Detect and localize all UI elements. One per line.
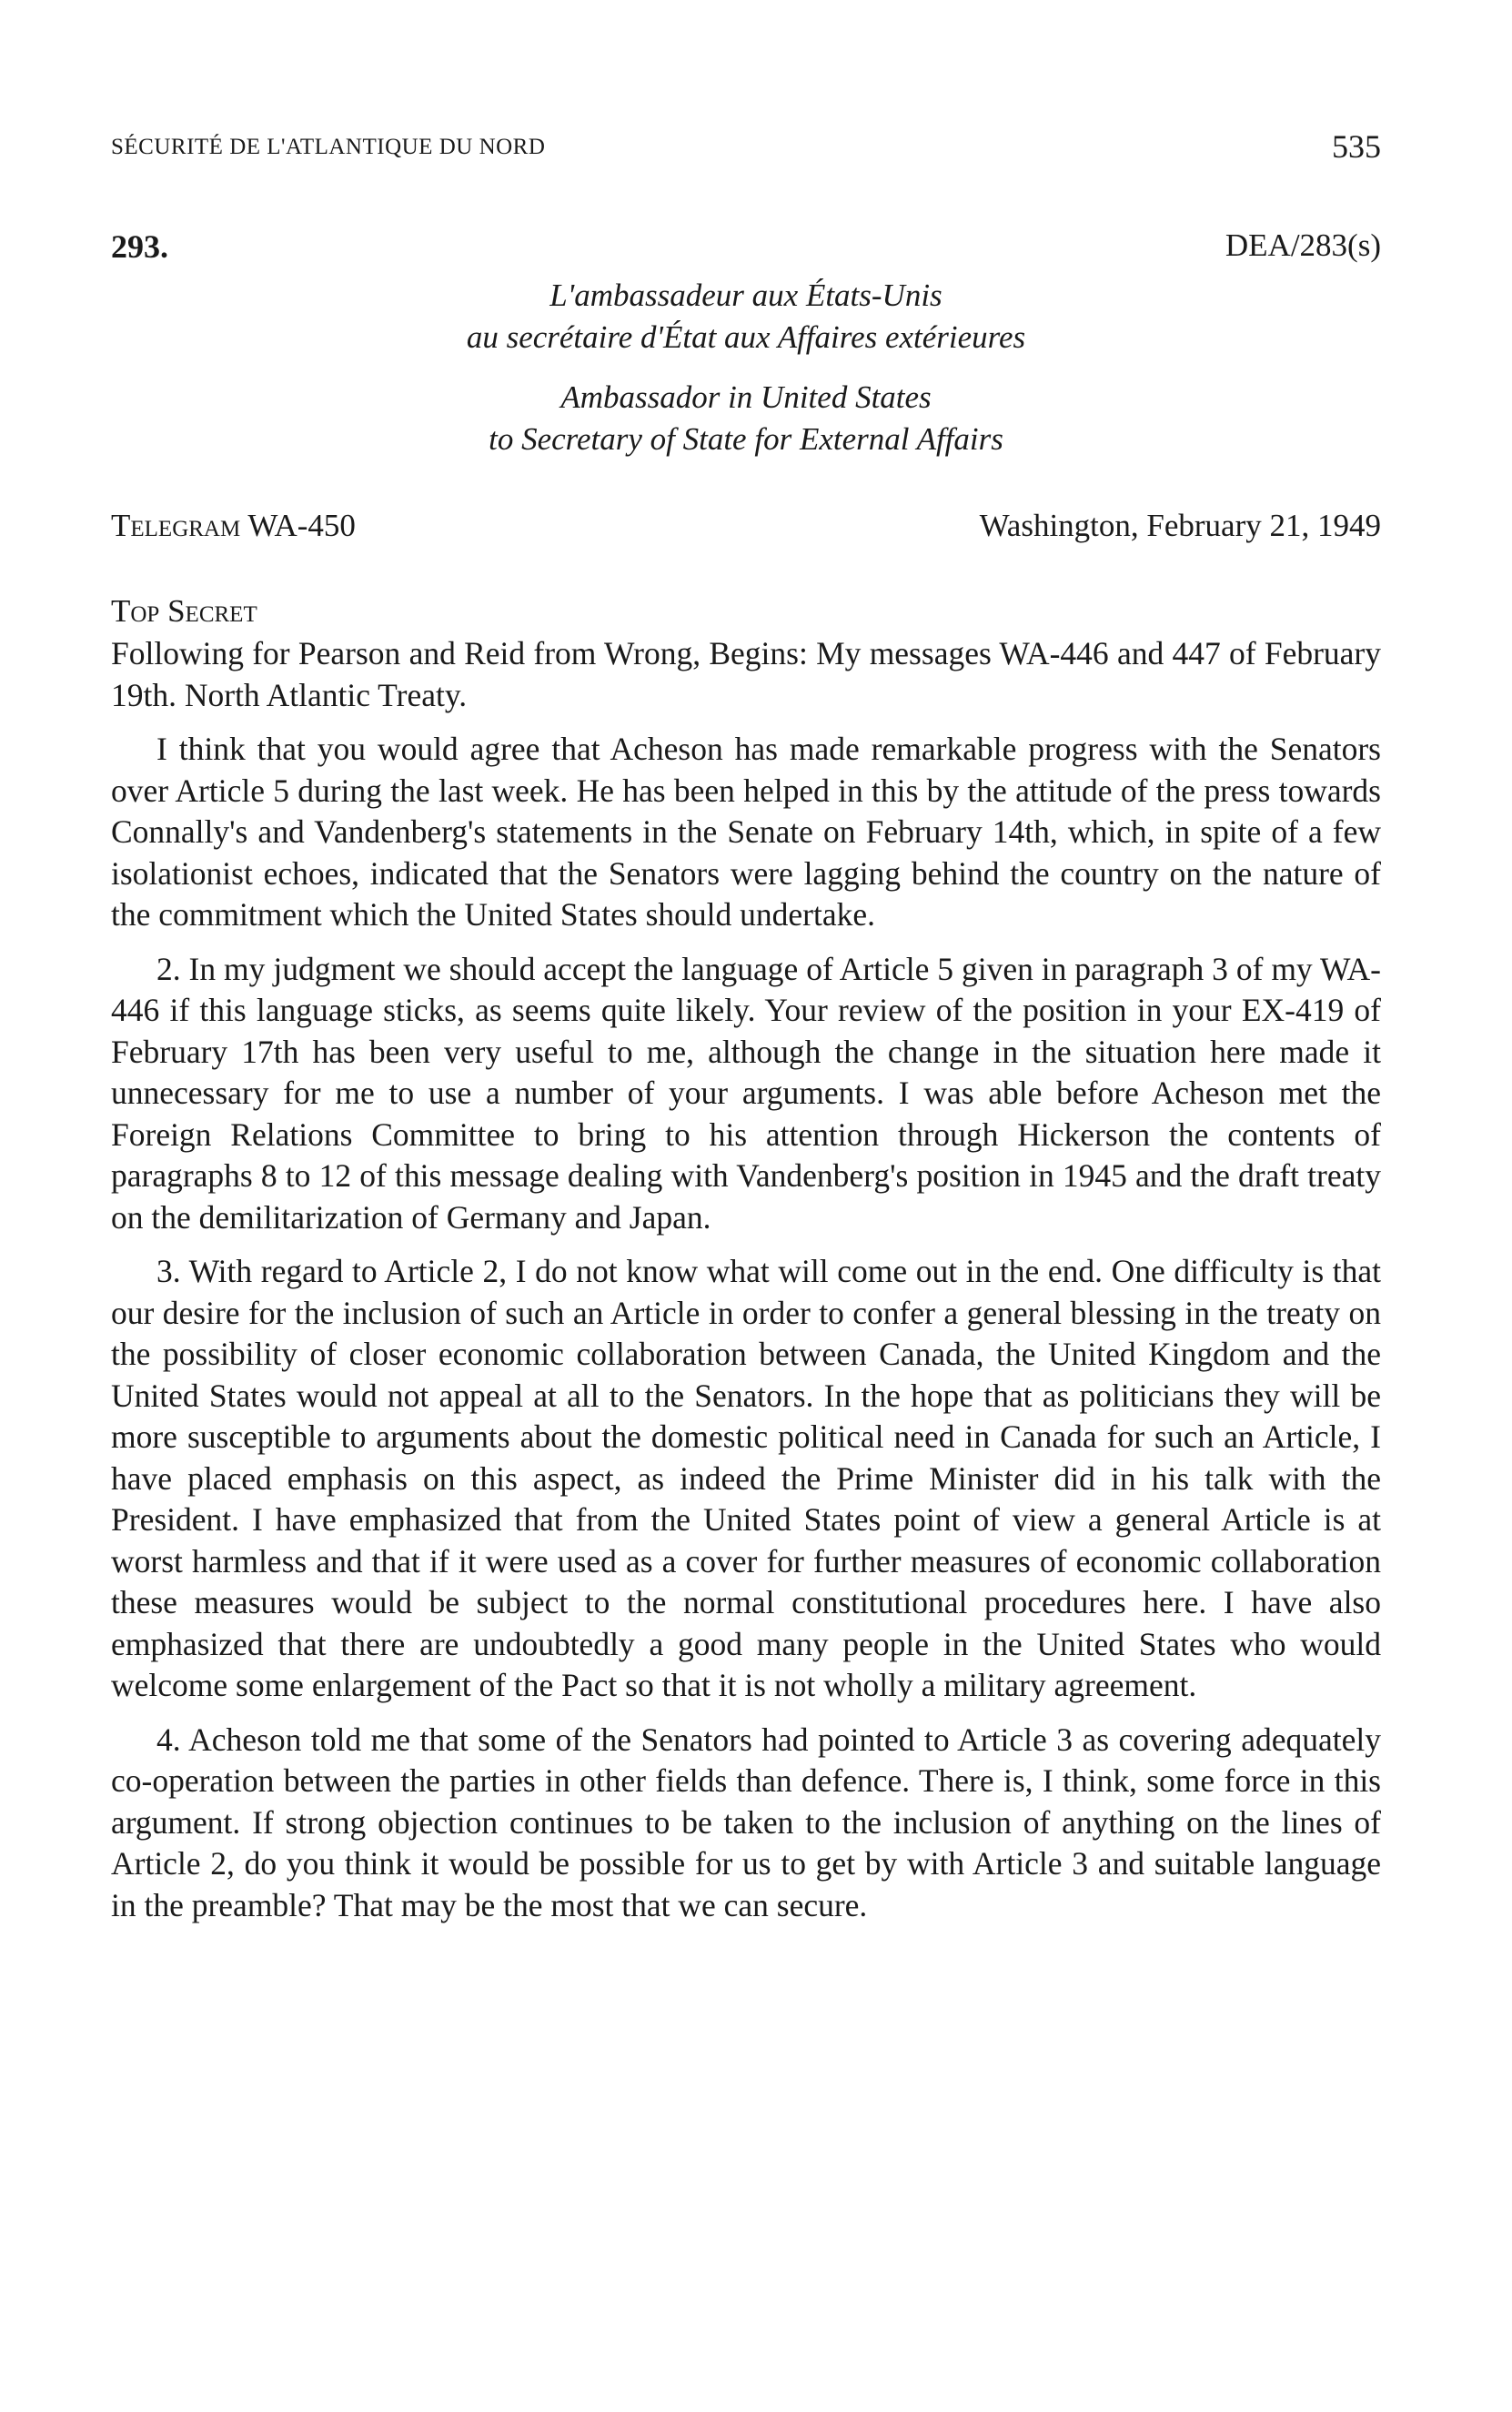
running-title: SÉCURITÉ DE L'ATLANTIQUE DU NORD bbox=[111, 135, 546, 159]
document-heading-line bbox=[111, 227, 1381, 267]
message-body bbox=[111, 633, 1381, 1939]
telegram-number: Telegram WA-450 bbox=[111, 508, 356, 543]
classification-label: Top Secret bbox=[111, 593, 257, 629]
paragraph-4: 4. Acheson told me that some of the Senators had pointed to Article 3 as covering adequately co-operation between the parties in other fields than defence. There is, I think, some force in this argument. If strong objection continues to be taken to the inclusion of anything on the lines of Article 2, do you think it would be possible for us to get by with Article 3 and suitable language in the preamble? That may be the most that we can secure. bbox=[111, 1721, 1381, 1923]
paragraph-1: I think that you would agree that Acheson has made remarkable progress with the Senators over Article 5 during the last week. He has been helped in this by the attitude of the press towards Connally's and Vandenberg's statements in the Senate on February 14th, which, in spite of a few isolationist echoes, indicated that the Senators were lagging behind the country on the nature of the commitment which the United States should undertake. bbox=[111, 731, 1381, 933]
addressee-english-line-1: Ambassador in United States bbox=[560, 379, 932, 415]
file-reference: DEA/283(s) bbox=[1225, 227, 1381, 263]
dateline: Washington, February 21, 1949 bbox=[979, 508, 1381, 543]
paragraph-3: 3. With regard to Article 2, I do not know what will come out in the end. One difficulty is that our desire for the inclusion of such an Article in order to confer a general blessing in the treaty on the possibility of closer economic collaboration between Canada, the United Kingdom and the United States would not appeal at all to the Senators. In the hope that as politicians they will be more susceptible to arguments about the domestic political need in Canada for such an Article, I have placed emphasis on this aspect, as indeed the Prime Minister did in his talk with the President. I have emphasized that from the United States point of view a general Article is at worst harmless and that if it were used as a cover for further measures of economic collaboration these measures would be subject to the normal constitutional procedures here. I have also emphasized that there are undoubtedly a good many people in the United States who would welcome some enlargement of the Pact so that it is not wholly a military agreement. bbox=[111, 1253, 1381, 1703]
telegram-line bbox=[111, 508, 1381, 550]
addressee-block bbox=[111, 275, 1381, 460]
addressee-spacer bbox=[111, 358, 1381, 377]
addressee-french-line-2: au secrétaire d'État aux Affaires extérieures bbox=[466, 319, 1026, 355]
addressee-english-line-2: to Secretary of State for External Affairs bbox=[489, 421, 1003, 457]
page-number: 535 bbox=[1332, 128, 1381, 165]
paragraph-2: 2. In my judgment we should accept the language of Article 5 given in paragraph 3 of my WA-446 if this language sticks, as seems quite likely. Your review of the position in your EX-419 of February 17th has been very useful to me, although the change in the situation here made it unnecessary for me to use a number of your arguments. I was able before Acheson met the Foreign Relations Committee to bring to his attention through Hickerson the contents of paragraphs 8 to 12 of this message dealing with Vandenberg's position in 1945 and the draft treaty on the demilitarization of Germany and Japan. bbox=[111, 950, 1381, 1236]
addressee-french-line-1: L'ambassadeur aux États-Unis bbox=[549, 278, 942, 313]
document-number: 293. bbox=[111, 228, 168, 265]
running-header bbox=[111, 127, 1381, 164]
paragraph-opening: Following for Pearson and Reid from Wrong, Begins: My messages WA-446 and 447 of February 19th. North Atlantic Treaty. bbox=[111, 635, 1381, 713]
